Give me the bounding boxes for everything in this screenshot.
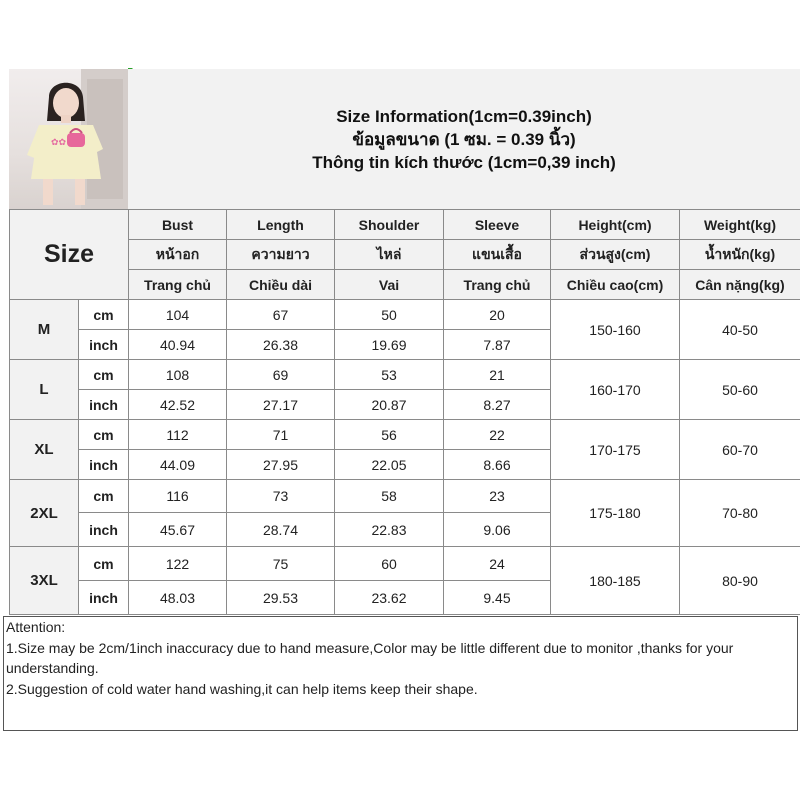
col-weight-vi: Cân nặng(kg) <box>680 270 800 300</box>
3xl-sleeve-cm: 24 <box>444 547 551 581</box>
2xl-shoulder-cm: 58 <box>335 480 444 513</box>
3xl-shoulder-cm: 60 <box>335 547 444 581</box>
unit-cm-label: cm <box>79 420 129 450</box>
unit-cm-label: cm <box>79 360 129 390</box>
3xl-bust-cm: 122 <box>129 547 227 581</box>
unit-inch-label: inch <box>79 390 129 420</box>
size-2xl-label: 2XL <box>10 480 79 547</box>
l-shoulder-cm: 53 <box>335 360 444 390</box>
unit-cm-label: cm <box>79 547 129 581</box>
m-shoulder-inch: 19.69 <box>335 330 444 360</box>
l-sleeve-cm: 21 <box>444 360 551 390</box>
2xl-weight: 70-80 <box>680 480 800 547</box>
m-height: 150-160 <box>551 300 680 360</box>
m-length-cm: 67 <box>227 300 335 330</box>
xl-height: 170-175 <box>551 420 680 480</box>
size-l-label: L <box>10 360 79 420</box>
attention-note-1: 1.Size may be 2cm/1inch inaccuracy due to hand measure,Color may be little different due to monitor ,thanks for your understanding. <box>6 639 734 676</box>
model-figure-image <box>9 69 128 209</box>
col-shoulder-th: ไหล่ <box>335 240 444 270</box>
3xl-weight: 80-90 <box>680 547 800 615</box>
col-sleeve-vi: Trang chủ <box>444 270 551 300</box>
size-xl-label: XL <box>10 420 79 480</box>
col-shoulder-en: Shoulder <box>335 210 444 240</box>
l-length-inch: 27.17 <box>227 390 335 420</box>
2xl-bust-cm: 116 <box>129 480 227 513</box>
2xl-sleeve-inch: 9.06 <box>444 513 551 547</box>
l-height: 160-170 <box>551 360 680 420</box>
2xl-length-cm: 73 <box>227 480 335 513</box>
unit-inch-label: inch <box>79 581 129 615</box>
col-length-en: Length <box>227 210 335 240</box>
col-bust-vi: Trang chủ <box>129 270 227 300</box>
2xl-shoulder-inch: 22.83 <box>335 513 444 547</box>
xl-shoulder-cm: 56 <box>335 420 444 450</box>
title-vietnamese: Thông tin kích thước (1cm=0,39 inch) <box>312 152 616 172</box>
m-sleeve-inch: 7.87 <box>444 330 551 360</box>
xl-sleeve-cm: 22 <box>444 420 551 450</box>
col-weight-th: น้ำหนัก(kg) <box>680 240 800 270</box>
product-photo <box>9 69 129 209</box>
size-3xl-label: 3XL <box>10 547 79 615</box>
title-panel <box>128 69 800 209</box>
m-bust-inch: 40.94 <box>129 330 227 360</box>
l-bust-cm: 108 <box>129 360 227 390</box>
col-length-th: ความยาว <box>227 240 335 270</box>
unit-inch-label: inch <box>79 450 129 480</box>
col-height-en: Height(cm) <box>551 210 680 240</box>
2xl-bust-inch: 45.67 <box>129 513 227 547</box>
col-sleeve-en: Sleeve <box>444 210 551 240</box>
attention-note-2: 2.Suggestion of cold water hand washing,it can help items keep their shape. <box>6 680 478 697</box>
3xl-height: 180-185 <box>551 547 680 615</box>
l-shoulder-inch: 20.87 <box>335 390 444 420</box>
l-length-cm: 69 <box>227 360 335 390</box>
m-length-inch: 26.38 <box>227 330 335 360</box>
m-shoulder-cm: 50 <box>335 300 444 330</box>
2xl-sleeve-cm: 23 <box>444 480 551 513</box>
xl-sleeve-inch: 8.66 <box>444 450 551 480</box>
title-english: Size Information(1cm=0.39inch) <box>336 106 592 126</box>
xl-length-inch: 27.95 <box>227 450 335 480</box>
xl-bust-cm: 112 <box>129 420 227 450</box>
3xl-bust-inch: 48.03 <box>129 581 227 615</box>
col-bust-th: หน้าอก <box>129 240 227 270</box>
size-header: Size <box>10 210 129 300</box>
l-bust-inch: 42.52 <box>129 390 227 420</box>
3xl-sleeve-inch: 9.45 <box>444 581 551 615</box>
col-sleeve-th: แขนเสื้อ <box>444 240 551 270</box>
col-shoulder-vi: Vai <box>335 270 444 300</box>
2xl-length-inch: 28.74 <box>227 513 335 547</box>
title-thai: ข้อมูลขนาด (1 ซม. = 0.39 นิ้ว) <box>352 129 576 149</box>
size-table <box>9 209 800 615</box>
xl-shoulder-inch: 22.05 <box>335 450 444 480</box>
col-height-th: ส่วนสูง(cm) <box>551 240 680 270</box>
col-weight-en: Weight(kg) <box>680 210 800 240</box>
unit-inch-label: inch <box>79 330 129 360</box>
l-weight: 50-60 <box>680 360 800 420</box>
l-sleeve-inch: 8.27 <box>444 390 551 420</box>
m-bust-cm: 104 <box>129 300 227 330</box>
attention-heading: Attention: <box>6 619 66 635</box>
size-m-label: M <box>10 300 79 360</box>
xl-length-cm: 71 <box>227 420 335 450</box>
col-length-vi: Chiều dài <box>227 270 335 300</box>
unit-inch-label: inch <box>79 513 129 547</box>
xl-weight: 60-70 <box>680 420 800 480</box>
unit-cm-label: cm <box>79 480 129 513</box>
3xl-length-cm: 75 <box>227 547 335 581</box>
col-bust-en: Bust <box>129 210 227 240</box>
m-sleeve-cm: 20 <box>444 300 551 330</box>
3xl-shoulder-inch: 23.62 <box>335 581 444 615</box>
svg-text:✿✿: ✿✿ <box>51 138 67 148</box>
col-height-vi: Chiều cao(cm) <box>551 270 680 300</box>
3xl-length-inch: 29.53 <box>227 581 335 615</box>
attention-notes <box>3 616 798 731</box>
2xl-height: 175-180 <box>551 480 680 547</box>
unit-cm-label: cm <box>79 300 129 330</box>
m-weight: 40-50 <box>680 300 800 360</box>
xl-bust-inch: 44.09 <box>129 450 227 480</box>
